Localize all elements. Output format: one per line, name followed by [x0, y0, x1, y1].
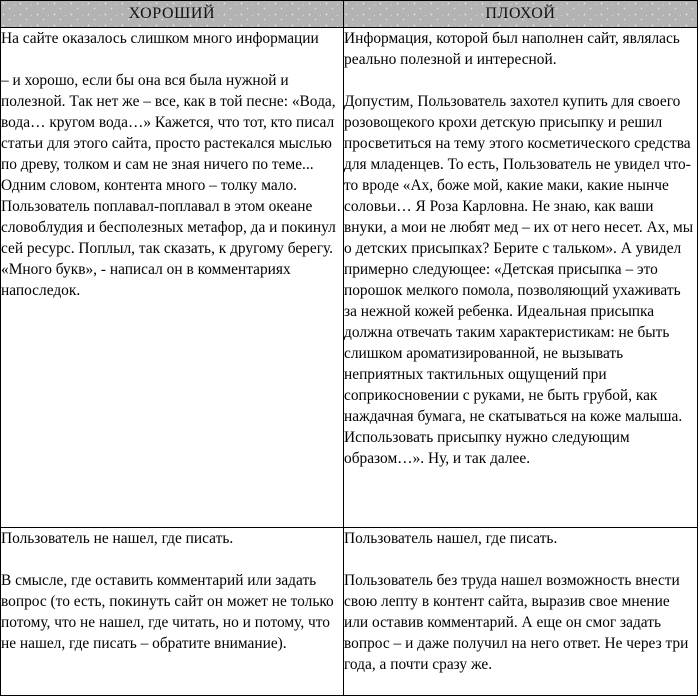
table-row: [1, 528, 698, 696]
cell-good-row1-heading: На сайте оказалось слишком много информации: [1, 30, 319, 47]
cell-bad-row1-content: [344, 28, 697, 469]
cell-good-row1-body: – и хорошо, если бы она вся была нужной и полезной. Так нет же – все, как в той песне: «Вода, вода… кругом вода…» Кажется, что тот, кто писал статьи для этого сайта, просто растекался мыслью по древу, толком и сам не зная ничего по теме... Одним словом, контента много – толку мало. Пользователь поплавал-поплавал в этом океане словоблудия и бесполезных метафор, да и покинул сей ресурс. Поплыл, так сказать, к другому берегу. «Много букв», - написал он в комментариях напоследок.: [1, 72, 336, 299]
cell-good-row2: [1, 528, 344, 696]
table-header-row: [1, 1, 698, 28]
table-header: [1, 1, 698, 28]
cell-bad-row1: [344, 28, 698, 528]
column-header-bad-label: ПЛОХОЙ: [485, 5, 556, 22]
cell-good-row2-heading: Пользователь не нашел, где писать.: [1, 530, 234, 548]
column-header-good: [1, 1, 344, 28]
column-header-bad: [344, 1, 698, 28]
table-row: [1, 28, 698, 528]
cell-bad-row1-heading: Информация, которой был наполнен сайт, являлась реально полезной и интересной.: [344, 30, 680, 68]
cell-good-row2-body: В смысле, где оставить комментарий или задать вопрос (то есть, покинуть сайт он может не только потому, что не нашел, где читать, но и потому, что не нашел, где писать – обратите внимание).: [1, 572, 334, 653]
cell-bad-row2-heading: Пользователь нашел, где писать.: [344, 530, 558, 548]
cell-good-row1: [1, 28, 344, 528]
cell-bad-row2-content: [344, 528, 697, 675]
table-body: [1, 28, 698, 696]
cell-bad-row1-body: Допустим, Пользователь захотел купить для своего розовощекого крохи детскую присыпку и решил просветиться на тему этого косметического средства для младенцев. То есть, Пользователь не увидел что-то вроде «Ах, боже мой, какие маки, какие нынче соловьи… Я Роза Карловна. Не знаю, как ваши внуки, а мои не любят мед – их от него несет. Ах, мы о детских присыпках? Берите с тальком». А увидел примерно следующее: «Детская присыпка – это порошок мелкого помола, позволяющий ухаживать за нежной кожей ребенка. Идеальная присыпка должна отвечать таким характеристикам: не быть слишком ароматизированной, не вызывать неприятных тактильных ощущений при соприкосновении с руками, не быть грубой, как наждачная бумага, не скатываться на коже малыша. Использовать присыпку нужно следующим образом…». Ну, и так далее.: [344, 93, 694, 467]
cell-bad-row2: [344, 528, 698, 696]
column-header-good-label: ХОРОШИЙ: [128, 5, 216, 22]
cell-good-row1-content: [1, 28, 343, 301]
cell-good-row2-content: [1, 528, 343, 654]
cell-bad-row2-body: Пользователь без труда нашел возможность внести свою лепту в контент сайта, выразив свое мнение или оставив комментарий. А еще он смог задать вопрос – и даже получил на него ответ. Не через три года, а почти сразу же.: [344, 572, 689, 674]
